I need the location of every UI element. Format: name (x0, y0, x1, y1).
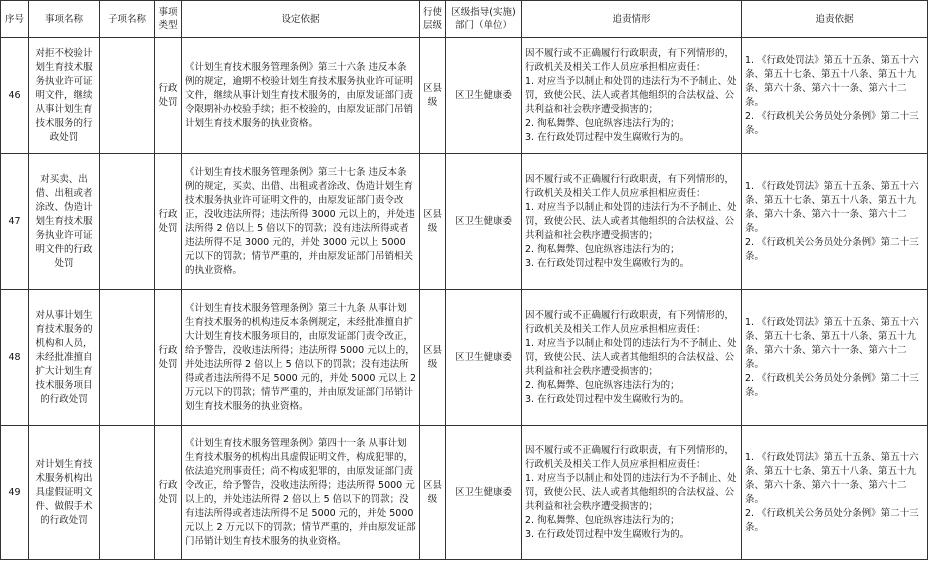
row-item-type: 行政处罚 (155, 290, 182, 426)
header-basis: 设定依据 (182, 1, 420, 38)
row-accountability (522, 38, 742, 154)
accountability-intro: 因不履行或不正确履行行政职责，有下列情形的，行政机关及相关工作人员应承担相应责任： (525, 47, 735, 73)
row-accountability-basis (742, 38, 928, 154)
header-department: 区级指导(实施)部门（单位） (446, 1, 522, 38)
accountability-item-1: 1. 对应当予以制止和处罚的违法行为不予制止、处罚，致使公民、法人或者其他组织的合法权益、公共利益和社会秩序遭受损害的； (525, 201, 737, 241)
accountability-basis-1: 1. 《行政处罚法》第五十五条、第五十六条、第五十七条、第五十八条、第五十九条、第六十条、第六十一条、第六十二条。 (745, 451, 919, 505)
accountability-item-2: 2. 徇私舞弊、包庇纵容违法行为的； (525, 243, 680, 255)
row-department: 区卫生健康委 (446, 154, 522, 290)
accountability-item-1: 1. 对应当予以制止和处罚的违法行为不予制止、处罚，致使公民、法人或者其他组织的合法权益、公共利益和社会秩序遭受损害的； (525, 472, 737, 512)
row-department: 区卫生健康委 (446, 290, 522, 426)
header-item-name: 事项名称 (29, 1, 100, 38)
header-accountability: 追责情形 (522, 1, 742, 38)
header-sub-item: 子项名称 (100, 1, 155, 38)
header-no: 序号 (1, 1, 29, 38)
row-level: 区县级 (420, 154, 446, 290)
row-accountability-basis (742, 426, 928, 560)
accountability-intro: 因不履行或不正确履行行政职责，有下列情形的，行政机关及相关工作人员应承担相应责任： (525, 173, 735, 199)
row-basis: 《计划生育技术服务管理条例》第三十六条 违反本条例的规定，逾期不校验计划生育技术服务执业许可证明文件，继续从事计划生育技术服务的，由原发证部门责令限期补办校验手续；拒不校验的，由原发证部门吊销计划生育技术服务的执业资格。 (182, 38, 420, 154)
accountability-intro: 因不履行或不正确履行行政职责，有下列情形的，行政机关及相关工作人员应承担相应责任： (525, 444, 735, 470)
row-item-name: 对拒不校验计划生育技术服务执业许可证明文件，继续从事计划生育技术服务的行政处罚 (29, 38, 100, 154)
row-sub-item (100, 426, 155, 560)
table-row (1, 426, 928, 560)
row-item-name: 对买卖、出借、出租或者涂改、伪造计划生育技术服务执业许可证明文件的行政处罚 (29, 154, 100, 290)
row-accountability (522, 426, 742, 560)
row-basis: 《计划生育技术服务管理条例》第三十九条 从事计划生育技术服务的机构违反本条例规定，未经批准擅自扩大计划生育技术服务项目的，由原发证部门责令改正，给予警告，没收违法所得；违法所得 5000 元以上的，并处违法所得 2 倍以上 5 倍以下的罚款；没有违法所得或者违法所得不足 5000 元的，并处 5000 元以上 2 万元以下的罚款；情节严重的，并由原发证部门吊销计划生育技术服务的执业资格。 (182, 290, 420, 426)
accountability-intro: 因不履行或不正确履行行政职责，有下列情形的，行政机关及相关工作人员应承担相应责任： (525, 309, 735, 335)
row-no: 46 (1, 38, 29, 154)
row-item-type: 行政处罚 (155, 426, 182, 560)
accountability-item-2: 2. 徇私舞弊、包庇纵容违法行为的； (525, 514, 680, 526)
header-level: 行使层级 (420, 1, 446, 38)
row-accountability (522, 290, 742, 426)
row-sub-item (100, 154, 155, 290)
accountability-basis-2: 2. 《行政机关公务员处分条例》第二十三条。 (745, 372, 919, 398)
row-accountability-basis (742, 290, 928, 426)
row-sub-item (100, 38, 155, 154)
accountability-item-3: 3. 在行政处罚过程中发生腐败行为的。 (525, 528, 690, 540)
row-basis: 《计划生育技术服务管理条例》第三十七条 违反本条例的规定，买卖、出借、出租或者涂改、伪造计划生育技术服务执业许可证明文件的，由原发证部门责令改正，没收违法所得；违法所得 3000 元以上的，并处违法所得 2 倍以上 5 倍以下的罚款；没有违法所得或者违法所得不足 3000 元的，并处 3000 元以上 5000 元以下的罚款；情节严重的，并由原发证部门吊销相关的执业资格。 (182, 154, 420, 290)
row-sub-item (100, 290, 155, 426)
row-no: 49 (1, 426, 29, 560)
row-no: 48 (1, 290, 29, 426)
row-department: 区卫生健康委 (446, 426, 522, 560)
row-department: 区卫生健康委 (446, 38, 522, 154)
row-level: 区县级 (420, 426, 446, 560)
accountability-item-2: 2. 徇私舞弊、包庇纵容违法行为的； (525, 379, 680, 391)
row-accountability-basis (742, 154, 928, 290)
row-item-name: 对从事计划生育技术服务的机构和人员，未经批准擅自扩大计划生育技术服务项目的行政处罚 (29, 290, 100, 426)
accountability-basis-2: 2. 《行政机关公务员处分条例》第二十三条。 (745, 507, 919, 533)
accountability-basis-2: 2. 《行政机关公务员处分条例》第二十三条。 (745, 110, 919, 136)
accountability-basis-1: 1. 《行政处罚法》第五十五条、第五十六条、第五十七条、第五十八条、第五十九条、第六十条、第六十一条、第六十二条。 (745, 316, 919, 370)
row-item-name: 对计划生育技术服务机构出具虚假证明文件、做假手术的行政处罚 (29, 426, 100, 560)
table-row (1, 38, 928, 154)
accountability-basis-1: 1. 《行政处罚法》第五十五条、第五十六条、第五十七条、第五十八条、第五十九条、第六十条、第六十一条、第六十二条。 (745, 54, 919, 108)
header-row (1, 1, 928, 38)
accountability-item-3: 3. 在行政处罚过程中发生腐败行为的。 (525, 257, 690, 269)
row-level: 区县级 (420, 290, 446, 426)
table-row (1, 154, 928, 290)
header-accountability-basis: 追责依据 (742, 1, 928, 38)
accountability-basis-2: 2. 《行政机关公务员处分条例》第二十三条。 (745, 236, 919, 262)
accountability-item-2: 2. 徇私舞弊、包庇纵容违法行为的； (525, 117, 680, 129)
accountability-item-1: 1. 对应当予以制止和处罚的违法行为不予制止、处罚，致使公民、法人或者其他组织的合法权益、公共利益和社会秩序遭受损害的； (525, 75, 737, 115)
accountability-basis-1: 1. 《行政处罚法》第五十五条、第五十六条、第五十七条、第五十八条、第五十九条、第六十条、第六十一条、第六十二条。 (745, 180, 919, 234)
row-basis: 《计划生育技术服务管理条例》第四十一条 从事计划生育技术服务的机构出具虚假证明文件，构成犯罪的，依法追究刑事责任；尚不构成犯罪的，由原发证部门责令改正，给予警告，没收违法所得；违法所得 5000 元以上的，并处违法所得 2 倍以上 5 倍以下的罚款；没有违法所得或者违法所得不足 5000 元的，并处 5000 元以上 2 万元以下的罚款；情节严重的，并由原发证部门吊销计划生育技术服务的执业资格。 (182, 426, 420, 560)
row-item-type: 行政处罚 (155, 38, 182, 154)
row-accountability (522, 154, 742, 290)
table-row (1, 290, 928, 426)
row-item-type: 行政处罚 (155, 154, 182, 290)
accountability-item-3: 3. 在行政处罚过程中发生腐败行为的。 (525, 131, 690, 143)
row-no: 47 (1, 154, 29, 290)
accountability-item-1: 1. 对应当予以制止和处罚的违法行为不予制止、处罚，致使公民、法人或者其他组织的合法权益、公共利益和社会秩序遭受损害的； (525, 337, 737, 377)
row-level: 区县级 (420, 38, 446, 154)
accountability-item-3: 3. 在行政处罚过程中发生腐败行为的。 (525, 393, 690, 405)
header-item-type: 事项类型 (155, 1, 182, 38)
